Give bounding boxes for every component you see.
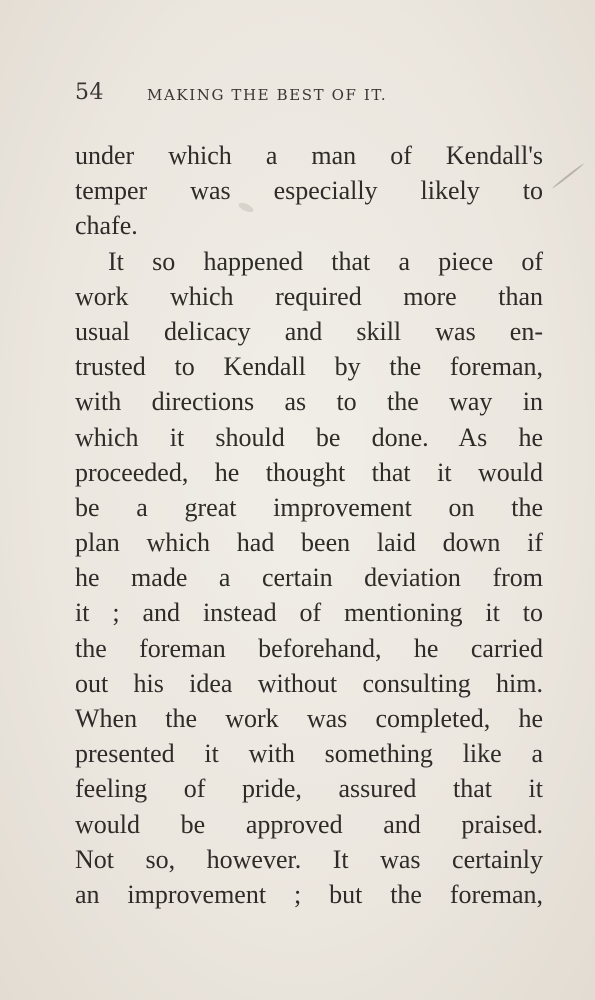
page-header [75,80,545,110]
text-line: the foreman beforehand, he carried [75,633,543,663]
paper-mark [552,163,585,189]
text-line: an improvement ; but the foreman, [75,879,543,909]
text-line: proceeded, he thought that it would [75,457,543,487]
text-line: feeling of pride, assured that it [75,774,543,804]
body-text [75,138,543,912]
text-line: with directions as to the way in [75,387,543,417]
text-line: it ; and instead of mentioning it to [75,598,543,628]
text-line: under which a man of Kendall's [75,141,543,170]
text-line: work which required more than [75,281,543,311]
text-line: he made a certain deviation from [75,563,543,593]
text-line: plan which had been laid down if [75,528,543,558]
text-line: would be approved and praised. [75,809,543,839]
text-line: chafe. [75,211,138,241]
text-line: It so happened that a piece of [108,246,543,276]
running-title: MAKING THE BEST OF IT. [147,86,388,104]
text-line: Not so, however. It was certainly [75,844,543,874]
text-line: out his idea without consulting him. [75,668,543,698]
text-line: temper was especially likely to [75,176,543,206]
text-line: which it should be done. As he [75,422,543,452]
text-line: be a great improvement on the [75,492,543,522]
text-line: trusted to Kendall by the foreman, [75,352,543,382]
text-line: usual delicacy and skill was en- [75,316,543,346]
text-line: When the work was completed, he [75,704,543,733]
page-number: 54 [75,80,104,105]
text-line: presented it with something like a [75,739,543,769]
